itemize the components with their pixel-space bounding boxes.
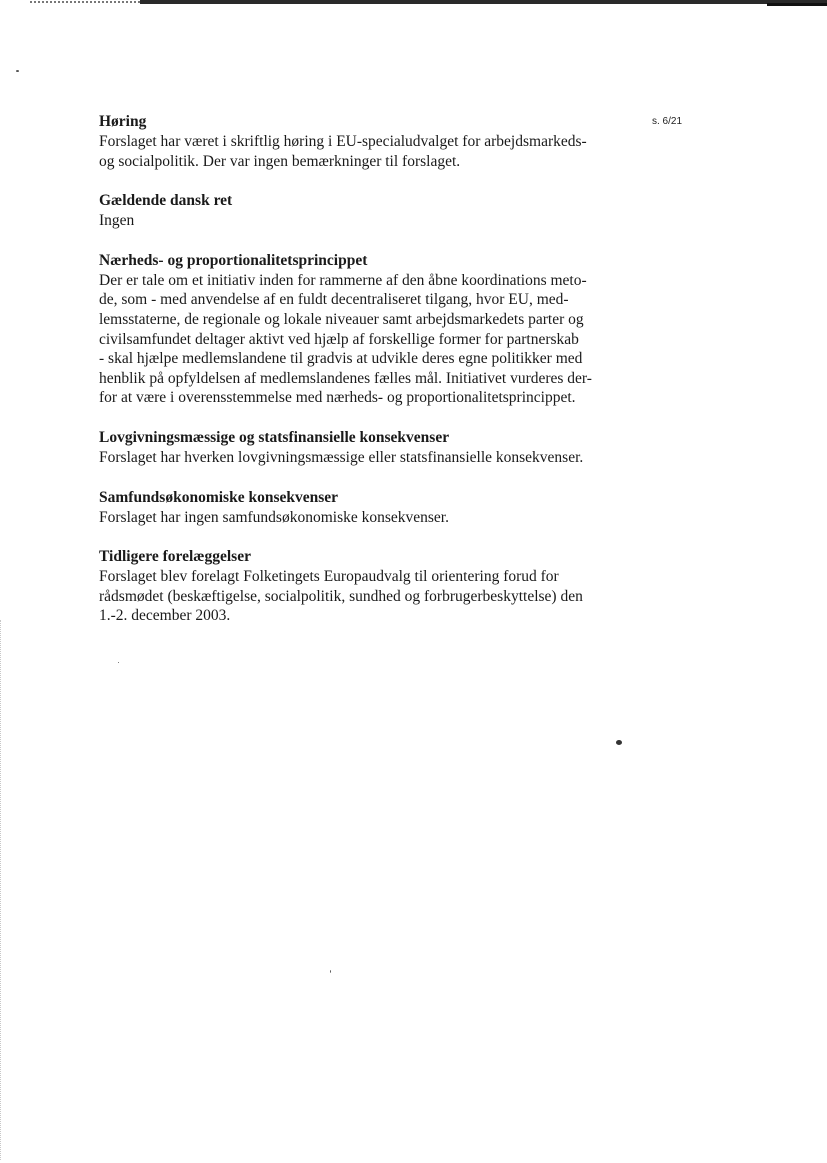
section-heading: Samfundsøkonomiske konsekvenser xyxy=(99,488,339,506)
section-naerheds-princippet xyxy=(99,251,619,408)
paragraph-line: Forslaget blev forelagt Folketingets Europaudvalg til orientering forud for xyxy=(99,568,559,586)
paragraph-line: rådsmødet (beskæftigelse, socialpolitik, sundhed og forbrugerbeskyttelse) den xyxy=(99,587,583,605)
paragraph-line: lemsstaterne, de regionale og lokale niveauer samt arbejdsmarkedets parter og xyxy=(99,310,584,328)
paragraph-line: 1.-2. december 2003. xyxy=(99,607,231,625)
scan-speck xyxy=(616,740,622,745)
paragraph-line: Forslaget har ingen samfundsøkonomiske konsekvenser. xyxy=(99,508,449,526)
paragraph-line: Forslaget har hverken lovgivningsmæssige eller statsfinansielle konsekvenser. xyxy=(99,448,584,466)
section-heading: Nærheds- og proportionalitetsprincippet xyxy=(99,251,368,269)
section-horing xyxy=(99,112,619,171)
paragraph-line: de, som - med anvendelse af en fuldt decentraliseret tilgang, hvor EU, med- xyxy=(99,291,569,309)
scan-border-dotted xyxy=(30,1,140,3)
document-body xyxy=(99,112,619,646)
paragraph-line: Forslaget har været i skriftlig høring i EU-specialudvalget for arbejdsmarkeds- xyxy=(99,133,587,150)
section-heading: Lovgivningsmæssige og statsfinansielle konsekvenser xyxy=(99,428,450,446)
scan-left-edge xyxy=(0,620,3,1160)
section-gaeldende-dansk-ret xyxy=(99,191,619,231)
paragraph-line: Der er tale om et initiativ inden for rammerne af den åbne koordinations meto- xyxy=(99,271,587,289)
section-samfundsokonomiske-konsekvenser xyxy=(99,488,619,528)
scan-speck xyxy=(16,70,19,72)
scan-border-bar xyxy=(140,0,827,4)
scan-border-tail xyxy=(767,3,827,6)
paragraph-line: for at være i overensstemmelse med nærheds- og proportionalitetsprincippet. xyxy=(99,389,576,407)
scan-speck xyxy=(330,970,331,973)
paragraph-line: civilsamfundet deltager aktivt ved hjælp af forskellige former for partnerskab xyxy=(99,330,579,348)
paragraph-line: - skal hjælpe medlemslandene til gradvis at udvikle deres egne politikker med xyxy=(99,350,583,368)
section-heading: Gældende dansk ret xyxy=(99,192,233,210)
scan-border-top xyxy=(0,0,827,6)
section-heading: Tidligere forelæggelser xyxy=(99,548,251,566)
scan-speck xyxy=(118,662,119,663)
section-lovgivningsmaessige-konsekvenser xyxy=(99,428,619,468)
section-heading: Høring xyxy=(99,113,147,130)
section-tidligere-forelaeggelser xyxy=(99,547,619,626)
paragraph-line: Ingen xyxy=(99,212,135,230)
page-number: s. 6/21 xyxy=(652,116,683,127)
paragraph-line: og socialpolitik. Der var ingen bemærkninger til forslaget. xyxy=(99,152,461,170)
paragraph-line: henblik på opfyldelsen af medlemslandenes fælles mål. Initiativet vurderes der- xyxy=(99,369,592,387)
